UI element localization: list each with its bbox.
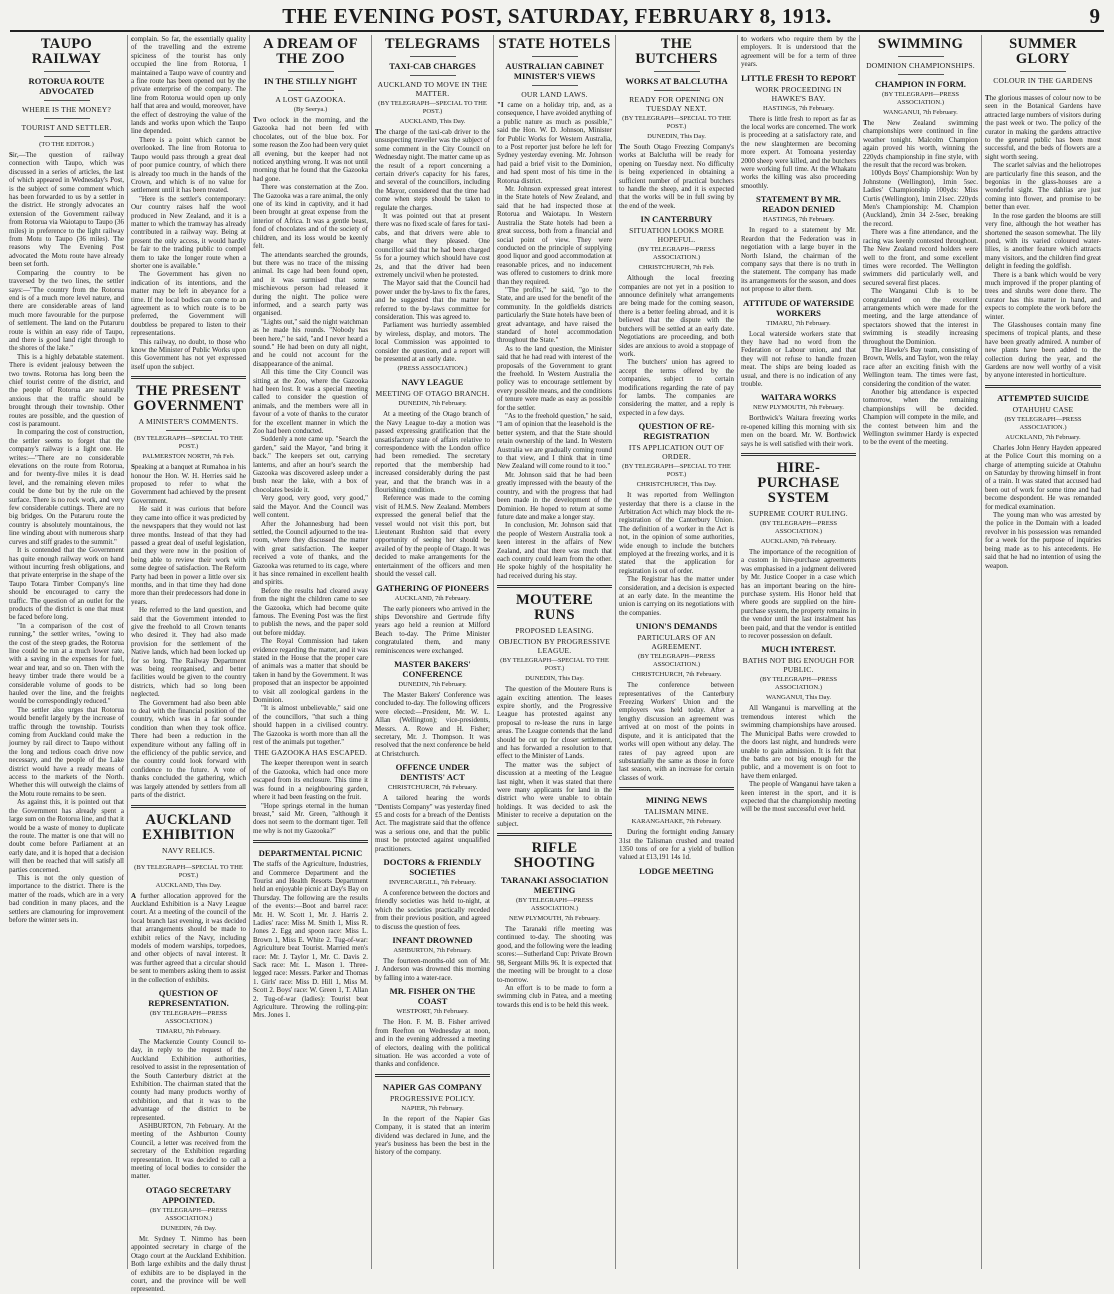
dateline: (By Seerya.): [293, 106, 328, 113]
sub-headline: CHAMPION IN FORM.: [875, 79, 966, 89]
article-paragraph: complain. So far, the essentially quality of the travelling and the extreme spiciness of the tourist has only occupied the line from Rotorua, I maintained a Taupo wave of country and a fine route has been opened out by the private enterprise of the company. The line from Rotorua would open up only half that area and would, moreover, have the effect of destroying the value of the lands and works upon which the Taupo line depended.: [131, 35, 246, 136]
article-paragraph: Borthwick's Waitara freezing works re-opened killing this morning with six men on the board. Mr. W. Borthwick says he is well satisfied with their work.: [741, 414, 856, 448]
short-divider: [1020, 89, 1066, 90]
article-paragraph: Two oclock in the morning, and the Gazooka had not been fed with chocolates, out of the blue box. For some reason the Zoo had been very quiet all evening, but the keeper had not noticed anything wrong. It was not until morning that he found that the Gazooka had gone.: [253, 116, 368, 183]
news-column-5: [494, 35, 616, 1269]
dateline: (BY TELEGRAPH—PRESS ASSOCIATION.): [149, 1206, 228, 1222]
sub-headline: GATHERING OF PIONEERS: [376, 582, 489, 593]
short-divider: [166, 430, 212, 431]
sub-headline: OFFENCE UNDER DENTISTS' ACT: [395, 762, 470, 783]
article-paragraph: Local waterside workers state that they have had no word from the Federation or Labour union, and that they will not refuse to handle frozen meat. The ships are being loaded as usual, and there is no indication of any trouble.: [741, 329, 856, 388]
minor-headline: SITUATION LOOKS MORE HOPEFUL.: [629, 226, 724, 245]
article-paragraph: In comparing the cost of construction, the settler seems to forget that the company's railway is a light one. He writes:—"There are no considerable elevations on the route from Rotorua, and for twenty-five miles it is dead level, and the remaining eleven miles could be done but by the rule on the surface. There is no rock work, and very few considerable cuttings. There are no big bridges. On the Putaruru route the country is absolutely mountainous, the line winding about with numerous sharp curves and stiff grades to the summit.": [9, 428, 124, 546]
dateline: PALMERSTON NORTH, 7th Feb.: [142, 453, 235, 461]
article-paragraph: A tailored hearing the words "Dentists Company" was yesterday fined £5 and costs for a breach of the Dentists Act. The magistrate said that the offence was a serious one, and that the public must be protected against unqualified practitioners.: [375, 794, 490, 853]
dateline: ASHBURTON, 7th February.: [393, 947, 472, 955]
article-paragraph: "The profits," he said, "go to the State, and are used for the benefit of the community. In the goldfields districts particularly the State hotels have been of great advantage, and have raised the standard of hotel accommodation throughout the State.": [497, 285, 612, 345]
article-paragraph: "In a comparison of the cost of running," the settler writes, "owing to the cost of the steep grades, the Rotorua line could be run at a much lower rate, with a saving in the expenses for fuel, wear and tear, and so on. Then with the heavy timber trade there would be a considerable volume of goods to be hauled over the line, and the freights would be correspondingly reduced.": [9, 621, 124, 706]
news-column-3: [250, 35, 372, 1269]
dateline: DUNEDIN, This Day.: [647, 133, 706, 140]
short-divider: [410, 75, 456, 76]
sub-headline: IN THE STILLY NIGHT: [263, 76, 358, 86]
article-paragraph: He referred to the land question, and said that the Government intended to give the freehold to all Crown tenants who desired it. They had also made provision for the settlement of the Native lands, which had been locked up for so long. The Railway Department was being reorganised, and better facilities would be given to the country districts, which had so long been neglected.: [131, 606, 246, 699]
article-paragraph: In the report of the Napier Gas Company, it is stated that an interim dividend was declared in June, and the year's business has been the best in the history of the company.: [375, 1114, 490, 1157]
sub-headline: QUESTION OF RE-REGISTRATION: [638, 421, 715, 442]
article-paragraph: Comparing the country to be traversed by the two lines, the settler says:—"The country from the Rotorua end is of a much more level nature, and there are considerable areas of land much more favourable for the purpose of settlement. The land on the Putaruru route is within an easy ride of Taupo, and there is good land right through to the shores of the lake.": [9, 268, 124, 353]
dateline: AUCKLAND, 7th February.: [760, 538, 837, 545]
sub-headline: ROTORUA ROUTE ADVOCATED: [28, 76, 105, 96]
article-paragraph: "I came on a holiday trip, and, as a consequence, I have avoided anything of a public nature as much as possible," said the Hon. W. D. Johnson, Minister for Public Works for Western Australia, to a Post reporter just before he left for Sydney yesterday evening. Mr. Johnson had paid a brief visit to the Dominion, and had spent most of his time in the Rotorua district.: [497, 101, 612, 185]
article-paragraph: The butchers' union has agreed to accept the terms offered by the companies, subject to certain modifications regarding the rate of pay for lambs. The companies are considering the matter, and a reply is expected in a few days.: [619, 358, 734, 417]
article-paragraph: Before the results had cleared away from the night the children came to see the Gazooka, which had become quite famous. The Evening Post was the first to publish the news, and the paper sold out before midday.: [253, 586, 368, 637]
section-divider: [131, 805, 246, 808]
article-paragraph: Mr. Johnson said that he had been greatly impressed with the beauty of the country, and with the progress that had been made in the development of the Dominion. He hoped to return at some future date and make a longer stay.: [497, 470, 612, 521]
article-paragraph: Although the local freezing companies are not yet in a position to announce definitely what arrangements are being made for the coming season, there is a better feeling abroad, and it is believed that the dispute with the butchers will be settled at an early date. Negotiations are proceeding, and both sides are anxious to avoid a stoppage of work.: [619, 274, 734, 358]
minor-headline: PROGRESSIVE POLICY.: [389, 1093, 476, 1103]
section-divider: [497, 833, 612, 836]
dateline: WANGANUI, 7th February.: [883, 109, 958, 116]
dateline: DUNEDIN, This Day.: [525, 675, 584, 683]
sub-headline: AUSTRALIAN CABINET MINISTER'S VIEWS: [505, 61, 604, 81]
short-divider: [654, 90, 700, 91]
minor-headline: OUR LAND LAWS.: [521, 90, 588, 99]
sub-headline: OTAGO SECRETARY APPOINTED.: [145, 1184, 232, 1205]
column-headline: A DREAM OF THE ZOO: [263, 36, 358, 67]
article-paragraph: The Hon. F. M. B. Fisher arrived from Reefton on Wednesday at noon, and in the evening addressed a meeting of electors, dealing with the political situation. He was accorded a vote of thanks and confidence.: [375, 1018, 490, 1069]
column-headline: SUMMER GLORY: [1009, 36, 1077, 67]
sub-headline: LODGE MEETING: [639, 865, 714, 876]
dateline: (BY TELEGRAPH—PRESS ASSOCIATION.): [149, 1009, 228, 1025]
article-paragraph: The question of the Moutere Runs is again exciting attention. The leases expire shortly, and the Progressive League has protested against any proposal to re-lease the runs in large areas. The League contends that the land should be cut up for closer settlement, and has forwarded a resolution to that effect to the Minister of Lands.: [497, 685, 612, 761]
article-paragraph: There is little fresh to report as far as the local works are concerned. The work is proceeding at a satisfactory rate, and the new slaughtermen are becoming more expert. At Tomoana yesterday 2000 sheep were killed, and the butchers were working full time. At the Whakatu works the killing was also proceeding smoothly.: [741, 114, 856, 190]
minor-headline: PARTICULARS OF AN AGREEMENT.: [637, 633, 716, 652]
dateline: (BY TELEGRAPH—PRESS ASSOCIATION.): [637, 653, 716, 669]
article-paragraph: All Wanganui is marvelling at the tremendous interest which the swimming championships have aroused. The Municipal Baths were crowded to the doors last night, and hundreds were unable to gain admission. It is felt that the baths are not big enough for the public, and a movement is on foot to have them enlarged.: [741, 704, 856, 780]
sub-headline: NAPIER GAS COMPANY: [382, 1081, 483, 1092]
article-paragraph: "Hope springs eternal in the human breast," said Mr. Green, "although it does not seem to the dormant tiger. Tell me why is not my Gazooka?": [253, 801, 368, 835]
sub-headline: STATEMENT BY MR. READON DENIED: [756, 194, 841, 215]
article-paragraph: "It is almost unbelievable," said one of the councillors, "that such a thing should happen in a civilised country. The Gazooka is worth more than all the rest of the animals put together.": [253, 704, 368, 747]
dateline: (BY TELEGRAPH—SPECIAL TO THE POST.): [378, 100, 487, 115]
short-divider: [44, 118, 90, 119]
minor-headline: SUPREME COURT RULING.: [749, 509, 848, 518]
article-paragraph: to workers who require them by the employers. It is understood that the agreement will be for a term of three years.: [741, 35, 856, 69]
article-paragraph: The scarlet salvias and the heliotropes are particularly fine this season, and the begonias in the glass-houses are a wonderful sight. The dahlias are just coming into flower, and promise to be better than ever.: [985, 161, 1101, 212]
masthead: [10, 0, 1104, 32]
article-paragraph: The Mayor said that the Council had power under the by-laws to fix the fares, and he suggested that the matter be referred to the by-laws committee for consideration. This was agreed to.: [375, 279, 490, 321]
dateline: WESTPORT, 7th February.: [396, 1008, 469, 1016]
section-divider: [619, 787, 734, 790]
dateline: INVERCARGILL, 7th February.: [388, 879, 477, 887]
article-paragraph: During the fortnight ending January 31st the Talisman crushed and treated 1350 tons of ore for a yield of bullion valued at £13,191 14s 1d.: [619, 828, 734, 862]
dateline: HASTINGS, 7th February.: [763, 216, 834, 224]
dateline: (TO THE EDITOR.): [39, 141, 94, 148]
dateline: CHRISTCHURCH, 7th February.: [631, 671, 722, 679]
dateline: (BY TELEGRAPH—SPECIAL TO THE POST.): [134, 435, 243, 451]
article-paragraph: There was consternation at the Zoo. The Gazooka was a rare animal, the only one of its kind in captivity, and it had been brought at great expense from the interior of Africa. It was a gentle beast, fond of chocolates and of the society of children, and its loss would be keenly felt.: [253, 183, 368, 251]
sub-headline: WAITARA WORKS: [760, 392, 837, 403]
article-paragraph: Mr. Johnson expressed great interest in the State hotels of New Zealand, and said that he had inspected those at Rotorua and Waiotapu. In Western Australia the State hotels had been a great success, both from a financial and social point of view. They were conducted on the principle of supplying good liquor and good accommodation at reasonable prices, and no inducement was offered to customers to drink more than they required.: [497, 185, 612, 286]
dateline: CHRISTCHURCH, 7th February.: [387, 784, 478, 792]
short-divider: [288, 90, 334, 91]
dateline: AUCKLAND, This Day.: [155, 881, 222, 889]
minor-headline: OBJECTION BY PROGRESSIVE LEAGUE.: [498, 637, 611, 656]
section-divider: [253, 840, 368, 843]
article-paragraph: "Here is the settler's contemporary: Our country raises half the wool produced in New Zealand, and it is a matter to which the tramway has already contributed in a railway way. Being at present the only access, it would hardly be fair to the trading public to compel them to take the longer route when a shorter one is available.": [131, 194, 246, 270]
minor-headline: ITS APPLICATION OUT OF ORDER.: [628, 443, 725, 462]
article-paragraph: The Glasshouses contain many fine specimens of tropical plants, and these have been greatly admired. A number of new plants have been added to the collection during the year, and the Gardens are now well worthy of a visit by anyone interested in horticulture.: [985, 320, 1101, 380]
article-paragraph: The young man who was arrested by the police in the Domain with a loaded revolver in his possession was remanded for a week for the purpose of inquiries being made as to his antecedents. He said that he had no intention of using the weapon.: [985, 511, 1101, 570]
dateline: DUNEDIN, 7th February.: [398, 400, 467, 408]
minor-headline: WHERE IS THE MONEY?: [21, 105, 112, 114]
article-paragraph: Parliament was hurriedly assembled by wireless, display, and motors. The local Commission was appointed to consider the question, and a report will be presented at an early date.: [375, 321, 490, 363]
short-divider: [288, 71, 334, 72]
article-paragraph: The attendants searched the grounds, but there was no trace of the missing animal. Its cage had been found open, and it was surmised that some mischievous person had released it during the night. The police were informed, and a search party was organised.: [253, 250, 368, 318]
article-paragraph: In conclusion, Mr. Johnson said that the people of Western Australia took a keen interest in the affairs of New Zealand, and that there was much that each country could learn from the other. He spoke highly of the hospitality he had received during his stay.: [497, 521, 612, 580]
sub-headline: TAXI-CAB CHARGES: [389, 61, 476, 71]
sub-headline: ATTEMPTED SUICIDE: [997, 392, 1089, 403]
article-paragraph: All this time the City Council was sitting at the Zoo, where the Gazooka had been lost. It was a special meeting called to consider the question of animals, and the members were all in favour of a vote of thanks to the curator for the excellent manner in which the Zoo had been conducted.: [253, 368, 368, 436]
news-column-7: [738, 35, 860, 1269]
news-columns: [6, 35, 1108, 1294]
dateline: (BY TELEGRAPH—PRESS ASSOCIATION.): [637, 246, 716, 262]
short-divider: [44, 136, 90, 137]
article-paragraph: Suddenly a note came up. "Search the garden," said the Mayor, "and bring it back." The keepers set out, carrying lanterns, and after an hour's search the Gazooka was discovered asleep under a bush near the lake, with a box of chocolates beside it.: [253, 435, 368, 494]
dateline: (BY TELEGRAPH—PRESS ASSOCIATION.): [881, 91, 960, 106]
minor-headline: COLOUR IN THE GARDENS: [993, 76, 1093, 85]
section-divider: [375, 1074, 490, 1077]
article-paragraph: After the Johannesburg had been settled, the Council adjourned to the tea-room, where they discussed the matter with great satisfaction. The keeper received a vote of thanks, and the Gazooka was returned to its cage, where it has since remained in excellent health and spirits.: [253, 519, 368, 587]
dateline: (BY TELEGRAPH—SPECIAL TO THE POST.): [622, 463, 731, 479]
sub-headline: DEPARTMENTAL PICNIC: [258, 848, 363, 859]
article-paragraph: The keeper thereupon went in search of the Gazooka, which had once more escaped from its enclosure. This time it was found in a neighbouring garden, where it had been feasting on the fruit.: [253, 759, 368, 802]
dateline: TIMARU, 7th February.: [766, 319, 831, 327]
article-paragraph: It was pointed out that at present there was no fixed scale of fares for taxi-cabs, and that drivers were able to charge what they pleased. One councillor said that he had been charged 5s for a journey which should have cost 2s, and that the driver had been extremely uncivil when he protested.: [375, 212, 490, 279]
article-paragraph: The Hawke's Bay team, consisting of Brown, Wells, and Taylor, won the relay race after an exciting finish with the Wellington team. The times were fast, considering the condition of the water.: [863, 345, 978, 388]
article-paragraph: There is a bank which would be very much improved if the proper planting of trees and shrubs were done there. The curator has this matter in hand, and expects to complete the work before the winter.: [985, 270, 1101, 321]
minor-headline: MEETING OF OTAGO BRANCH.: [375, 389, 490, 399]
minor-headline: AUCKLAND TO MOVE IN THE MATTER.: [377, 80, 488, 98]
newspaper-title: THE EVENING POST, SATURDAY, FEBRUARY 8, 1913.: [282, 4, 832, 28]
sub-headline: MASTER BAKERS' CONFERENCE: [394, 658, 471, 679]
article-paragraph: The Royal Commission had taken evidence regarding the matter, and it was stated in the House that the proper care of animals was a matter that should be taken in hand by the Government. It was proposed that an inspector be appointed to visit all zoological gardens in the Dominion.: [253, 637, 368, 705]
dateline: NEW PLYMOUTH, 7th February.: [753, 404, 844, 412]
dateline: NEW PLYMOUTH, 7th February.: [509, 915, 600, 923]
dateline: (BY TELEGRAPH—PRESS ASSOCIATION.): [759, 676, 838, 692]
dateline: (BY TELEGRAPH—SPECIAL TO THE POST.): [622, 115, 731, 130]
dateline: (BY TELEGRAPH—SPECIAL TO THE POST.): [500, 657, 609, 673]
article-paragraph: At a meeting of the Otago branch of the Navy League to-day a motion was passed expressing gratification that the unsatisfactory state of affairs relative to correspondence with the London office had been remedied. The secretary reported that the membership had increased considerably during the past year, and that the branch was in a flourishing condition.: [375, 410, 490, 495]
short-divider: [44, 71, 90, 72]
article-paragraph: Reference was made to the coming visit of H.M.S. New Zealand. Members expressed the general belief that the vessel would not visit this port, but Lieutenant Rushton said that every opportunity of seeing her should be availed of by the people of Otago. It was decided to make arrangements for the entertainment of the officers and men should the vessel call.: [375, 494, 490, 579]
dateline: CHRISTCHURCH, This Day.: [636, 481, 717, 489]
dateline: AUCKLAND, 7th February.: [1005, 433, 1081, 441]
article-paragraph: Mr. Sydney T. Nimmo has been appointed secretary in charge of the Otago court at the Auckland Exhibition. Both large exhibits and the daily thrust of exhibits are to be displayed in the court, and the province will be well represented.: [131, 1234, 246, 1294]
sub-headline: NAVY LEAGUE: [401, 377, 464, 388]
article-paragraph: In regard to a statement by Mr. Reardon that the Federation was in negotiation with a large buyer in the North Island, the chairman of the company says that there is no truth in the statement. The company has made its arrangements for the season, and does not propose to alter them.: [741, 226, 856, 294]
article-paragraph: The Registrar has the matter under consideration, and a decision is expected at an early date. In the meantime the union is carrying on its negotiations with the companies.: [619, 575, 734, 617]
news-column-8: [860, 35, 982, 1269]
sub-headline: UNION'S DEMANDS: [635, 621, 718, 632]
news-column-6: [616, 35, 738, 1269]
article-paragraph: The conference between representatives of the Canterbury Freezing Workers' Union and the employers was held today. After a lengthy discussion an agreement was arrived at on most of the points in dispute, and it is anticipated that the works will open without any delay. The rates of pay agreed upon are substantially the same as those in force last season, with an increase for certain classes of work.: [619, 681, 734, 782]
minor-headline: OTAHUHU CASE: [1012, 404, 1074, 414]
article-paragraph: There is a point which cannot be overlooked. The line from Rotorua to Taupo would pass through a great deal of poor pumice country, of which there is already too much in the hands of the Crown, and which is of no value for settlement until it has been treated.: [131, 135, 246, 195]
article-paragraph: A conference between the doctors and friendly societies was held to-night, at which the societies practically receded from their previous position, and agreed to discuss the question of fees.: [375, 889, 490, 931]
dateline: (PRESS ASSOCIATION.): [397, 365, 468, 373]
section-divider: [741, 453, 856, 456]
sub-headline: ATTITUDE OF WATERSIDE WORKERS: [743, 297, 854, 318]
article-paragraph: The Taranaki rifle meeting was continued to-day. The shooting was good, and the following were the leading scores:—Sutherland Cup: Private Brown 98, Sergeant Mills 96. It is expected that the meeting will be brought to a close to-morrow.: [497, 925, 612, 984]
dateline: AUCKLAND, This Day.: [399, 118, 466, 125]
sub-headline: MINING NEWS: [645, 795, 708, 806]
article-paragraph: 100yds Boys' Championship: Won by Johnstone (Wellington), 1min 5sec. Ladies' Championship 100yds: Miss Curtis (Wellington), 1min 21sec. 220yds Men's Championship: M. Champion (Auckland), 2min 34 2-5sec, breaking the record.: [863, 169, 978, 228]
news-column-4: [372, 35, 494, 1269]
article-paragraph: It is contended that the Government has quite enough railway work on hand without incurring fresh obligations, and that private enterprise in the shape of the Taupo Totara Timber Company's line should be encouraged to carry the traffic. The question of an outlet for the products of the district is one that must be faced before long.: [9, 546, 124, 622]
news-column-2: [128, 35, 250, 1294]
short-divider: [898, 74, 944, 75]
column-headline: STATE HOTELS: [498, 36, 611, 52]
minor-headline: DOMINION CHAMPIONSHIPS.: [866, 61, 975, 70]
article-paragraph: The matter was the subject of discussion at a meeting of the League last night, when it was stated that there were many applicants for land in the district who were unable to obtain holdings. It was decided to ask the Minister to receive a deputation on the subject.: [497, 760, 612, 828]
sub-headline: INFANT DROWNED: [392, 935, 473, 946]
article-paragraph: Very good, very good, very good," said the Mayor. And the Council was well content.: [253, 494, 368, 520]
article-paragraph: As to the land question, the Minister said that he had read with interest of the proposals of the Government to grant the freehold. In Western Australia the policy was to encourage settlement by every possible means, and the conditions of tenure were made as easy as possible for the settler.: [497, 344, 612, 412]
dateline: NAPIER, 7th February.: [401, 1104, 464, 1112]
sub-headline: MR. FISHER ON THE COAST: [389, 986, 476, 1007]
article-paragraph: The New Zealand swimming championships were continued in fine weather tonight. Malcolm Champion again proved his worth, winning the 220yds championship in fine style, with the result that the record was broken.: [863, 119, 978, 170]
sub-headline: DOCTORS & FRIENDLY SOCIETIES: [383, 857, 482, 878]
sub-headline: MUCH INTEREST.: [761, 644, 836, 655]
minor-headline: WORK PROCEEDING IN HAWKE'S BAY.: [755, 84, 842, 103]
article-paragraph: The staffs of the Agriculture, Industries, and Commerce Department and the Tourist and Health Resorts Department held an enjoyable picnic at Day's Bay on Thursday. The following are the results of the events:—Boot and barrel race: Mr. H. W. Scott 1, Mr. J. Harris 2. Ladies' race: Miss M. Smith 1, Miss R. Jones 2. Egg and spoon race: Miss L. Brown 1, Miss E. White 2. Tug-of-war: Agriculture beat Tourist. Married men's race: Mr. J. Taylor 1, Mr. C. Davis 2. Sack race: Mr. L. Mason 1. Three-legged race: Messrs. Parker and Thomas 1. Girls' race: Miss D. Hill 1, Miss M. Scott 2. Boys' race: W. Green 1, T. Allan 2. Tug-of-war (ladies): Tourist beat Agriculture. Throwing the rolling-pin: Mrs. Jones 1.: [253, 860, 368, 1020]
article-paragraph: The fourteen-months-old son of Mr. J. Anderson was drowned this morning by falling into a water-race.: [375, 957, 490, 982]
minor-headline: TOURIST AND SETTLER.: [21, 123, 112, 132]
article-paragraph: The early pioneers who arrived in the ships Devonshire and Gertrude fifty years ago held a reunion at Milford Beach to-day. The Prime Minister congratulated them, and many reminiscences were exchanged.: [375, 604, 490, 655]
sub-headline: WORKS AT BALCLUTHA: [625, 76, 728, 86]
article-paragraph: An effort is to be made to form a swimming club in Patea, and a meeting towards this end is to be held this week.: [497, 983, 612, 1009]
article-paragraph: A further allocation approved for the Auckland Exhibition is a Navy League court. At a meeting of the council of the local branch last evening, it was decided that arrangements should be made to exhibit relics of the Navy, including models of modern warships, torpedoes, and other objects of naval interest. It was further agreed that a circular should be sent to members asking them to assist in the collection of exhibits.: [131, 891, 246, 984]
article-paragraph: In the rose garden the blooms are still very fine, although the hot weather has shortened the season somewhat. The lily pond, with its varied coloured water-lilies, is another feature which attracts many visitors, and the children find great delight in feeding the goldfish.: [985, 211, 1101, 271]
column-headline: AUCKLAND EXHIBITION: [142, 811, 235, 843]
short-divider: [166, 859, 212, 860]
news-column-1: [6, 35, 128, 1269]
dateline: TIMARU, 7th February.: [156, 1027, 221, 1035]
article-paragraph: The people of Wanganui have taken a keen interest in the sport, and it is expected that the championship meeting will be the most successful ever held.: [741, 780, 856, 814]
column-headline: MOUTERE RUNS: [515, 592, 594, 624]
article-paragraph: As against this, it is pointed out that the Government has already spent a large sum on the Rotorua line, and that it would be a waste of money to duplicate the route. The matter is one that will no doubt come before Parliament at an early date, and it is hoped that a decision will then be reached that will satisfy all parties concerned.: [9, 798, 124, 874]
dateline: (BY TELEGRAPH—PRESS ASSOCIATION.): [1004, 415, 1082, 431]
minor-headline: BATHS NOT BIG ENOUGH FOR PUBLIC.: [742, 656, 855, 675]
minor-headline: A LOST GAZOOKA.: [275, 95, 346, 104]
article-paragraph: This is not the only question of importance to the district. There is the matter of the roads, which are in a very bad condition in many places, and the settlers are clamouring for improvement before the winter sets in.: [9, 873, 124, 924]
minor-headline: PROPOSED LEASING.: [515, 626, 594, 636]
article-paragraph: ASHBURTON, 7th February. At the meeting of the Ashburton County Council, a letter was received from the secretary of the Exhibition regarding representation. It was decided to call a meeting of local bodies to consider the matter.: [131, 1122, 246, 1181]
dateline: CHRISTCHURCH, 7th Feb.: [638, 264, 715, 272]
dateline: DUNEDIN, 7th February.: [398, 680, 467, 688]
article-paragraph: The settler also urges that Rotorua would benefit largely by the increase of traffic through the township. Tourists coming from Auckland could make the journey by rail direct to Taupo without the long and tedious coach drive now necessary, and the people of the Lake district would have a ready means of access to the markets of the North. Whether this will outweigh the claims of the Motu route remains to be seen.: [9, 705, 124, 798]
article-paragraph: Another big attendance is expected tomorrow, when the remaining championships will be decided. Champion will compete in the mile, and the contest between him and the Wellington swimmer Hardy is expected to be the event of the meeting.: [863, 388, 978, 447]
sub-headline: TARANAKI ASSOCIATION MEETING: [500, 875, 609, 896]
dateline: KARANGAHAKE, 7th February.: [631, 818, 722, 826]
column-headline: SWIMMING: [877, 36, 964, 52]
dateline: AUCKLAND, 7th February.: [394, 594, 471, 602]
article-paragraph: Speaking at a banquet at Rumahoa in his honour the Hon. W. H. Herries said he proposed to refer to what the Government had achieved by the present Government.: [131, 463, 246, 505]
article-paragraph: The glorious masses of colour now to be seen in the Botanical Gardens have attracted large numbers of visitors during the past week or two. The policy of the curator in making the gardens attractive to the general public has been most successful, and the beds of flowers are a sight worth seeing.: [985, 94, 1101, 161]
minor-headline: READY FOR OPENING ON TUESDAY NEXT.: [629, 95, 724, 113]
article-paragraph: "Lights out," said the night watchman as he made his rounds. "Nobody has been here," he said, "and I never heard a sound." He had been on duty all night, and he could not account for the disappearance of the animal.: [253, 317, 368, 368]
page-number: 9: [1089, 4, 1100, 28]
article-paragraph: The Government had also been able to deal with the financial position of the country, which was in a far sounder condition than when they took office. There had been a reduction in the expenditure without any falling off in the efficiency of the public service, and the country could look forward with confidence to the future. A vote of thanks concluded the gathering, which was largely attended by settlers from all parts of the district.: [131, 698, 246, 800]
sub-headline: IN CANTERBURY: [640, 214, 713, 225]
dateline: HASTINGS, 7th February.: [763, 104, 834, 112]
dateline: (BY TELEGRAPH—PRESS ASSOCIATION.): [515, 897, 594, 913]
column-headline: TAUPO RAILWAY: [31, 36, 102, 67]
article-paragraph: The Master Bakers' Conference was concluded to-day. The following officers were elected:—President, Mr. W. L. Allan (Wellington); vice-presidents, Messrs. A. Rowe and H. Fisher; secretary, Mr. J. Thompson. It was resolved that the next conference be held at Christchurch.: [375, 690, 490, 758]
article-paragraph: The importance of the recognition of a custom in hire-purchase agreements was emphasised in a judgment delivered by Mr. Justice Cooper in a case which has an important bearing on the hire-purchase system. His Honor held that where goods are supplied on the hire-purchase system, the property remains in the vendor until the last instalment has been paid, and that the vendor is entitled to recover possession on default.: [741, 548, 856, 641]
sub-headline: LITTLE FRESH TO REPORT: [741, 72, 856, 83]
short-divider: [532, 56, 578, 57]
article-paragraph: The charge of the taxi-cab driver to the unsuspecting traveller was the subject of some comment in the City Council on Wednesday night. The matter came up as the result of a report concerning a certain driver's capacity for his fares, and several of the councillors, including the Mayor, considered that the time had come when steps should be taken to regulate the charges.: [375, 128, 490, 212]
column-headline: THE PRESENT GOVERNMENT: [133, 383, 244, 415]
minor-headline: A MINISTER'S COMMENTS.: [138, 417, 239, 427]
short-divider: [532, 85, 578, 86]
article-paragraph: He said it was curious that before they came into office it was predicted by the newspapers that they would not last three months. Instead of that they had passed a great deal of useful legislation, and they were now in the position of being able to review their work with some degree of satisfaction. The Reform Party had been in power a little over six months, and in that time they had done more than their predecessors had done in years.: [131, 505, 246, 606]
short-divider: [44, 100, 90, 101]
dateline: WANGANUI, This Day.: [765, 694, 831, 702]
article-paragraph: The Mackenzie County Council to-day, in reply to the request of the Auckland Exhibition authorities, resolved to assist in the representation of the South Canterbury district at the Exhibition. The chairman stated that the county had many products worthy of exhibition, and that it was to the advantage of the district to be represented.: [131, 1037, 246, 1122]
section-divider: [985, 385, 1101, 388]
article-paragraph: The South Otago Freezing Company's works at Balclutha will be ready for opening on Tuesday next. No difficulty is being experienced in obtaining a sufficient number of practical butchers to handle the sheep, and it is expected that the works will be in full swing by the end of the week.: [619, 143, 734, 210]
article-paragraph: This is a highly debatable statement. There is evident jealousy between the two towns. Rotorua has long been the chief tourist centre of the district, and the people of Rotorua are naturally anxious that the traffic should be brought through their township. Other routes are possible, and the question of cost is paramount.: [9, 352, 124, 428]
column-headline: RIFLE SHOOTING: [513, 840, 596, 872]
column-headline: HIRE-PURCHASE SYSTEM: [757, 460, 840, 506]
short-divider: [410, 56, 456, 57]
dateline: (BY TELEGRAPH—SPECIAL TO THE POST.): [134, 863, 243, 879]
dateline: DUNEDIN, 7th Day.: [160, 1224, 217, 1232]
column-headline: THE BUTCHERS: [635, 36, 718, 67]
section-divider: [131, 376, 246, 379]
minor-headline: NAVY RELICS.: [161, 845, 216, 855]
sub-headline: QUESTION OF REPRESENTATION.: [148, 987, 229, 1008]
article-paragraph: It was reported from Wellington yesterday that there is a clause in the Arbitration Act which may block the re-registration of the Canterbury Union. The definition of a worker in the Act is not, in the opinion of some authorities, wide enough to include the butchers employed at the freezing works, and it is stated that the application for registration is out of order.: [619, 491, 734, 575]
article-paragraph: The Wanganui Club is to be congratulated on the excellent arrangements which were made for the meeting, and the large attendance of spectators showed that the interest in swimming is steadily increasing throughout the Dominion.: [863, 287, 978, 346]
short-divider: [1020, 71, 1066, 72]
dateline: (BY TELEGRAPH—PRESS ASSOCIATION.): [759, 520, 838, 535]
news-column-9: [982, 35, 1104, 1269]
article-paragraph: The Government has given no indication of its intentions, and the matter may be left in abeyance for a time. If the local bodies can come to an agreement as to which route is to be preferred, the Government will doubtless be prepared to listen to their representations.: [131, 270, 246, 338]
short-divider: [898, 56, 944, 57]
article-paragraph: "As to the freehold question," he said, "I am of opinion that the leasehold is the better system, and that the State should retain ownership of the land. In Western Australia we are gradually coming round to that view, and I think that in time New Zealand will come round to it too.": [497, 412, 612, 471]
minor-headline: TALISMAN MINE.: [644, 807, 709, 817]
article-paragraph: This railway, no doubt, to those who know the Minister of Public Works upon this Government has not yet expressed itself upon the subject.: [131, 337, 246, 371]
short-divider: [654, 71, 700, 72]
section-divider: [497, 585, 612, 588]
minor-headline: THE GAZOOKA HAS ESCAPED.: [253, 748, 368, 758]
article-paragraph: There was a fine attendance, and the racing was keenly contested throughout. The New Zealand record holders were well to the front, and some excellent times were recorded. The Wellington swimmers did particularly well, and secured several first places.: [863, 228, 978, 287]
article-paragraph: Sir,—The question of railway connection with Taupo, which was discussed in a series of articles, the last of which appeared in Wednesday's Post, is the subject of some comment which has been forwarded to us by a settler in the district. He strongly advocates an extension of the Government railway from Rotorua via Waiotapu to Taupo (36 miles) in preference to the light railway from Motu to Taupo (36 miles). The reasons why The Evening Post advocated the Motu route have already been set forth.: [9, 151, 124, 269]
article-paragraph: Charles John Henry Hayden appeared at the Police Court this morning on a charge of attempting suicide at Otahuhu on Saturday by throwing himself in front of a train. It was stated that accused had been out of work for some time and had become despondent. He was remanded for medical examination.: [985, 443, 1101, 511]
column-headline: TELEGRAMS: [384, 36, 481, 52]
